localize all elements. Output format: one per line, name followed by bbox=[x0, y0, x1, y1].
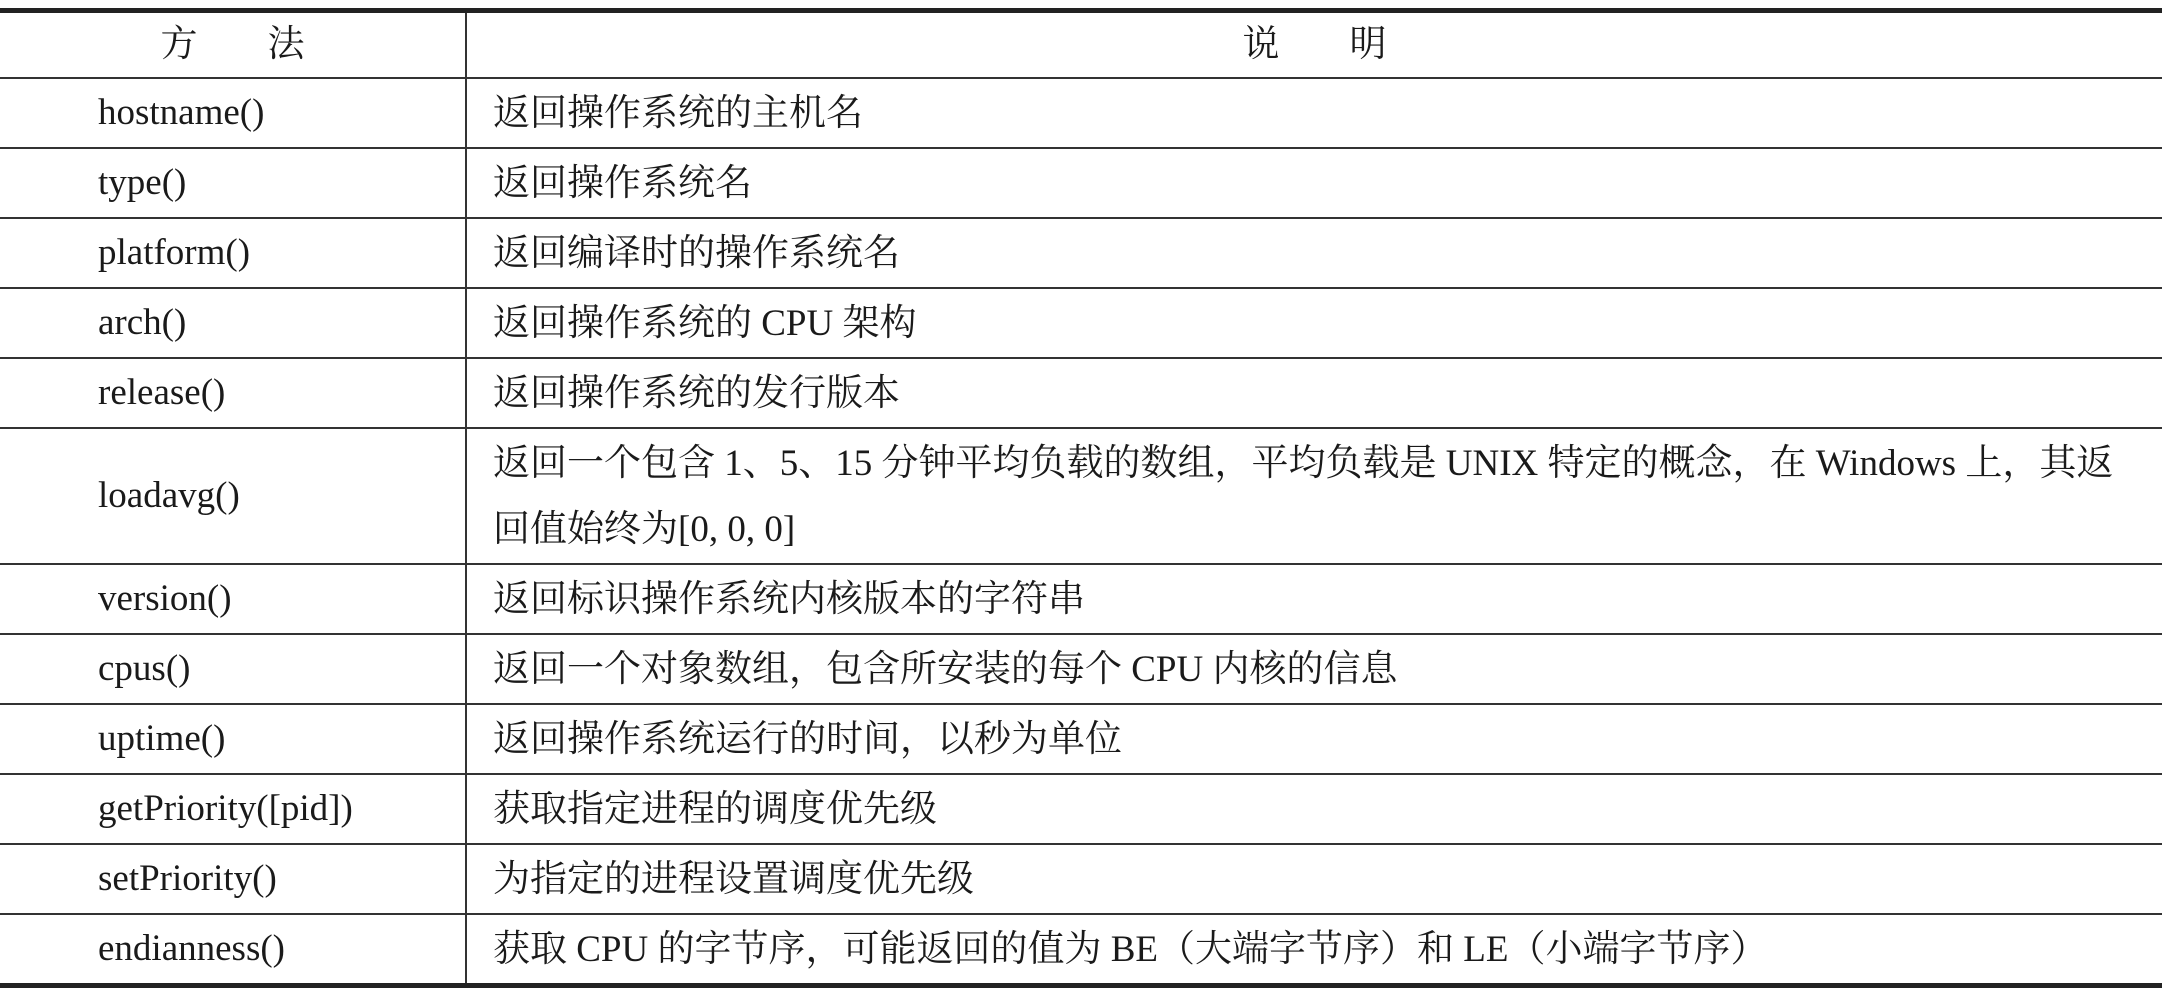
method-cell: uptime() bbox=[0, 704, 466, 774]
method-cell: arch() bbox=[0, 288, 466, 358]
method-cell: setPriority() bbox=[0, 844, 466, 914]
description-cell: 返回操作系统名 bbox=[466, 148, 2162, 218]
description-cell: 返回操作系统的 CPU 架构 bbox=[466, 288, 2162, 358]
table-row bbox=[0, 78, 2162, 148]
method-cell: loadavg() bbox=[0, 428, 466, 564]
table-row bbox=[0, 704, 2162, 774]
table-row bbox=[0, 634, 2162, 704]
table-header-row bbox=[0, 11, 2162, 78]
description-cell: 返回操作系统的主机名 bbox=[466, 78, 2162, 148]
description-cell: 返回一个对象数组，包含所安装的每个 CPU 内核的信息 bbox=[466, 634, 2162, 704]
table-row bbox=[0, 358, 2162, 428]
method-cell: getPriority([pid]) bbox=[0, 774, 466, 844]
description-cell: 为指定的进程设置调度优先级 bbox=[466, 844, 2162, 914]
method-header-char: 方 bbox=[160, 23, 198, 65]
description-header-char: 明 bbox=[1349, 23, 1387, 65]
description-cell: 返回操作系统的发行版本 bbox=[466, 358, 2162, 428]
method-cell: type() bbox=[0, 148, 466, 218]
description-cell: 返回标识操作系统内核版本的字符串 bbox=[466, 564, 2162, 634]
table-row bbox=[0, 218, 2162, 288]
description-header-char: 说 bbox=[1242, 23, 1280, 65]
table-row bbox=[0, 914, 2162, 986]
description-cell: 返回一个包含 1、5、15 分钟平均负载的数组，平均负载是 UNIX 特定的概念，在 Windows 上，其返回值始终为[0, 0, 0] bbox=[466, 428, 2162, 564]
table-row bbox=[0, 288, 2162, 358]
method-header-char: 法 bbox=[267, 23, 305, 65]
method-cell: cpus() bbox=[0, 634, 466, 704]
method-cell: release() bbox=[0, 358, 466, 428]
method-cell: version() bbox=[0, 564, 466, 634]
method-column-header bbox=[0, 11, 466, 78]
description-cell: 返回编译时的操作系统名 bbox=[466, 218, 2162, 288]
method-cell: platform() bbox=[0, 218, 466, 288]
method-cell: endianness() bbox=[0, 914, 466, 986]
description-column-header bbox=[466, 11, 2162, 78]
table-row bbox=[0, 564, 2162, 634]
table-row bbox=[0, 774, 2162, 844]
description-cell: 获取指定进程的调度优先级 bbox=[466, 774, 2162, 844]
table-row bbox=[0, 844, 2162, 914]
description-cell: 返回操作系统运行的时间，以秒为单位 bbox=[466, 704, 2162, 774]
table-row bbox=[0, 428, 2162, 564]
description-cell: 获取 CPU 的字节序，可能返回的值为 BE（大端字节序）和 LE（小端字节序） bbox=[466, 914, 2162, 986]
method-cell: hostname() bbox=[0, 78, 466, 148]
table-row bbox=[0, 148, 2162, 218]
os-methods-table bbox=[0, 8, 2162, 988]
